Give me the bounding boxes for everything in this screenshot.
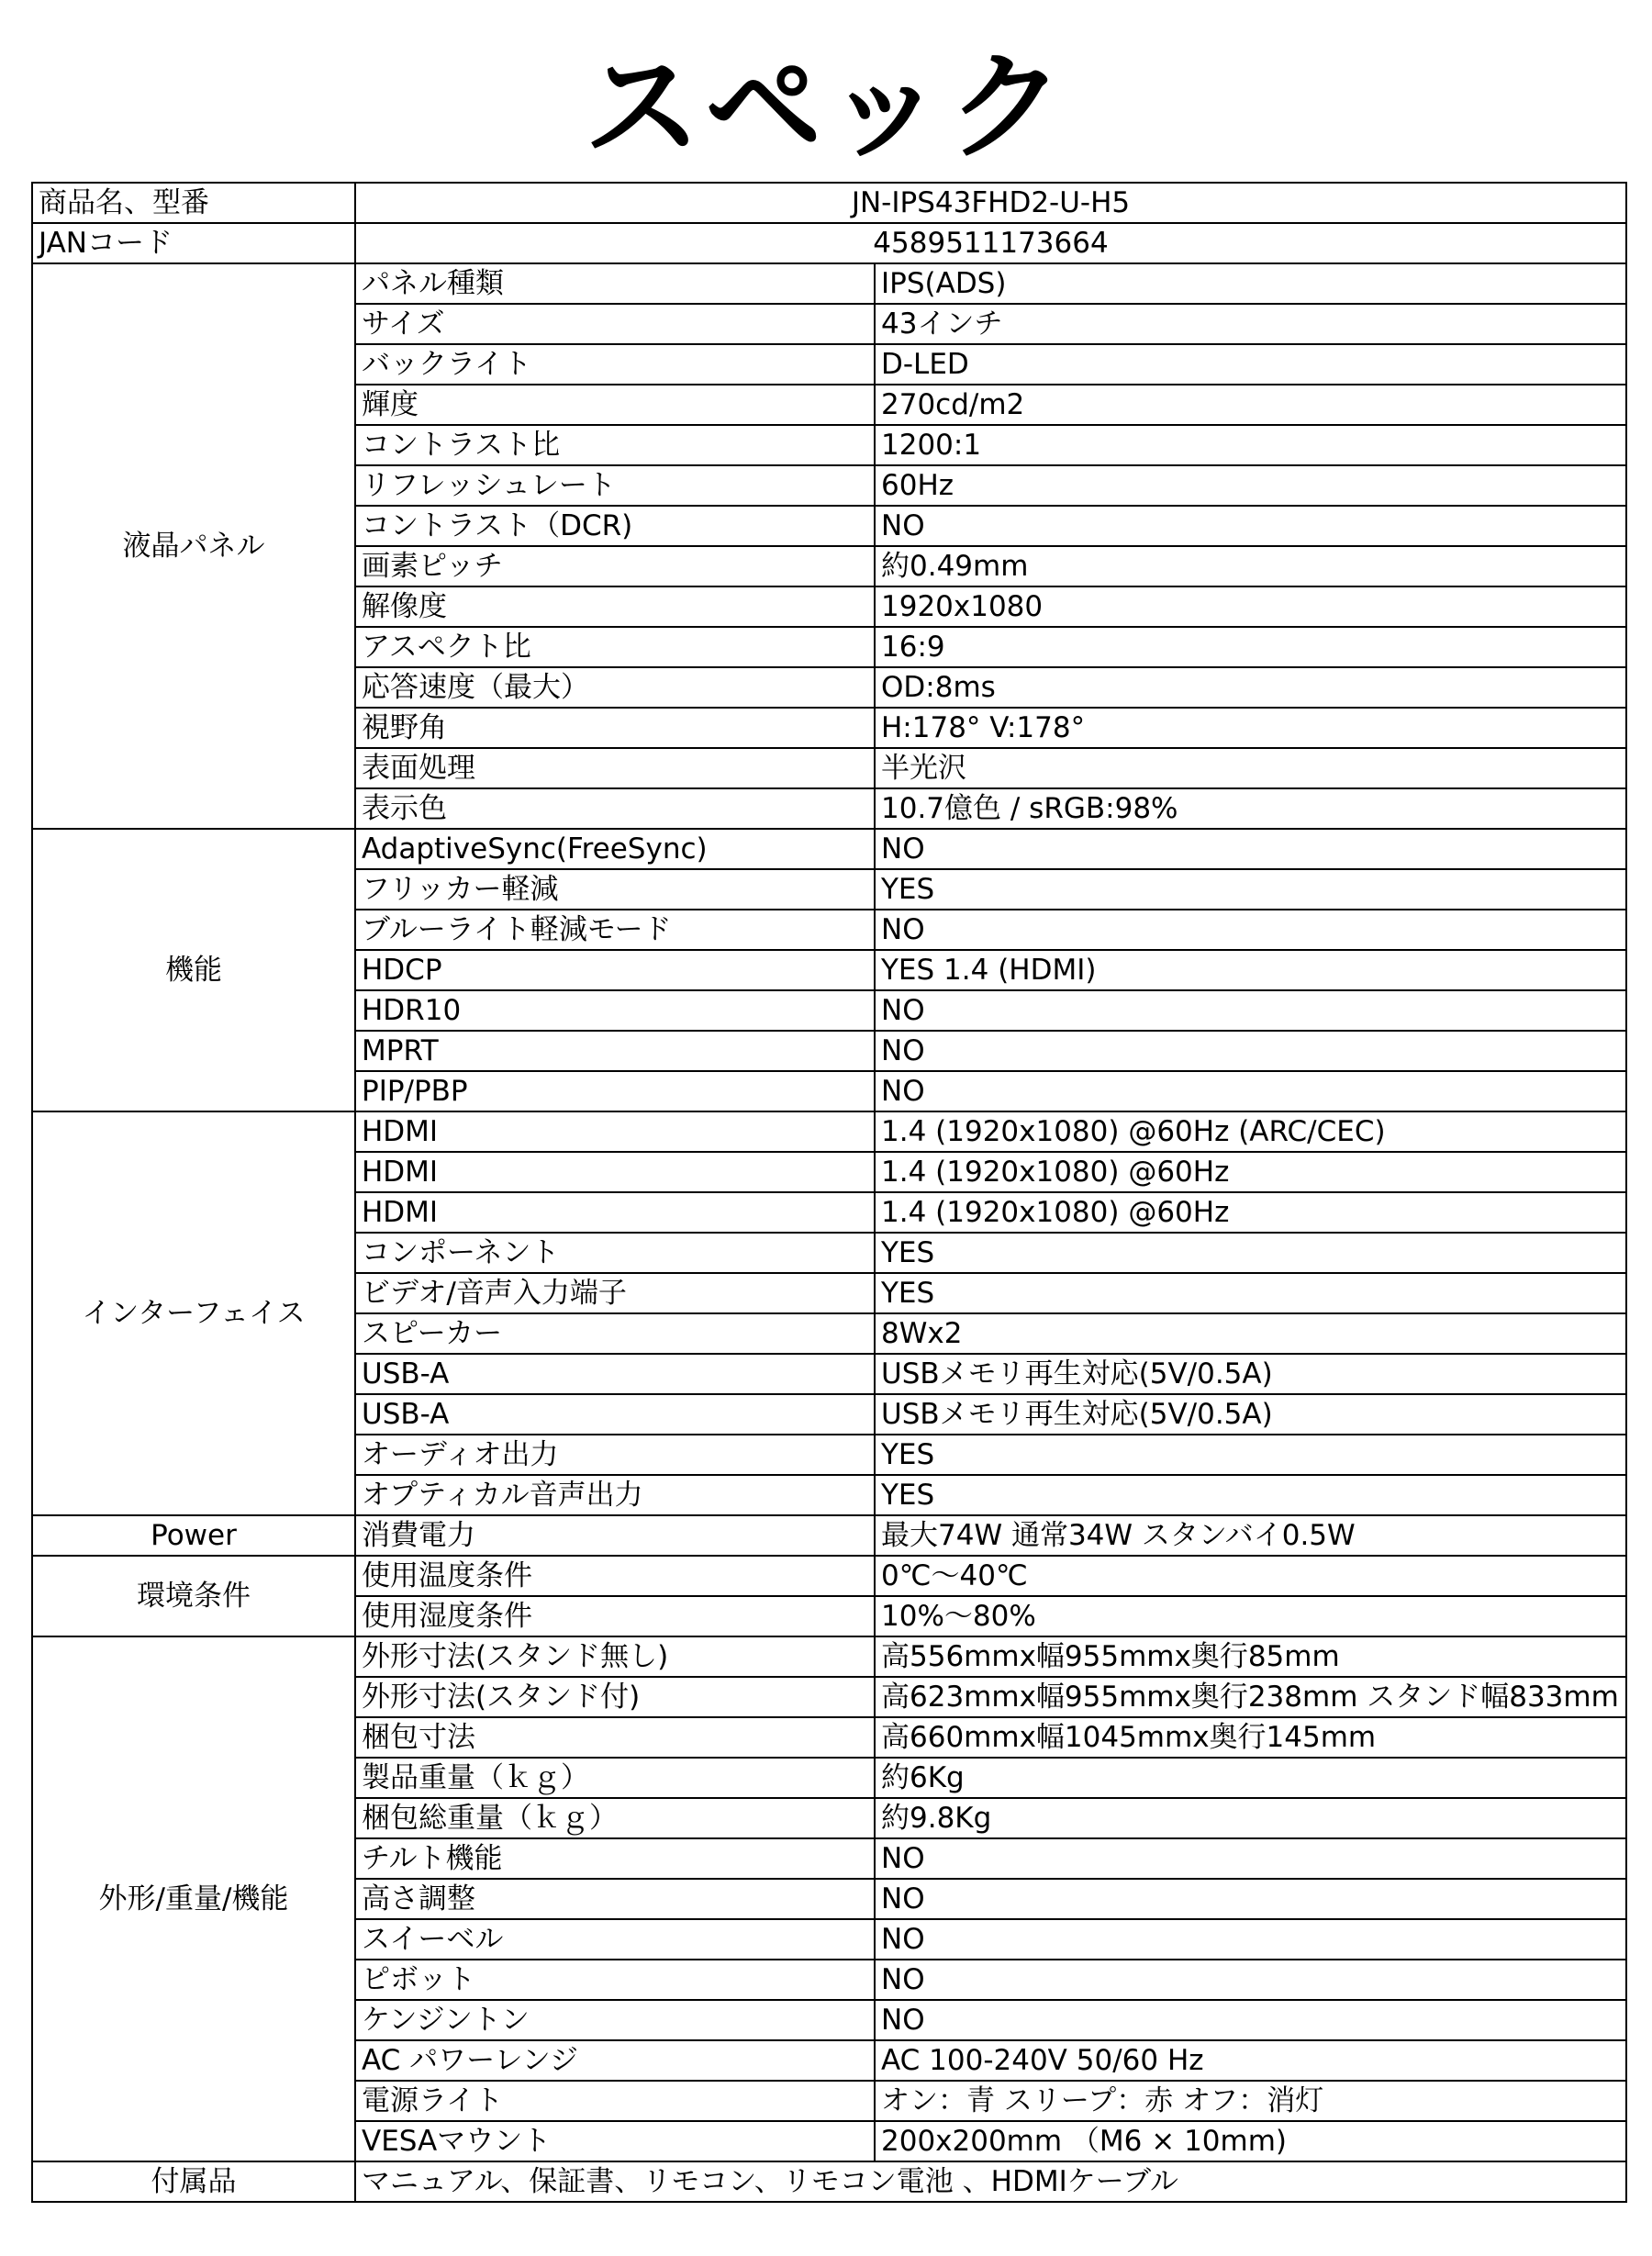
row-value: 16:9 (875, 627, 1626, 667)
row-label: 応答速度（最大） (355, 667, 875, 708)
row-value: 1920x1080 (875, 586, 1626, 627)
row-label: ピボット (355, 1960, 875, 2000)
row-label: 梱包総重量（ｋｇ） (355, 1798, 875, 1838)
row-value: 約9.8Kg (875, 1798, 1626, 1838)
row-label: HDMI (355, 1192, 875, 1233)
row-label: ケンジントン (355, 2000, 875, 2040)
row-label: 消費電力 (355, 1515, 875, 1556)
table-row (32, 1111, 1626, 1152)
row-value: NO (875, 1071, 1626, 1111)
row-value: NO (875, 2000, 1626, 2040)
row-value: YES 1.4 (HDMI) (875, 950, 1626, 990)
table-row (32, 1636, 1626, 1677)
row-value: 高660mmx幅1045mmx奥行145mm (875, 1717, 1626, 1758)
spec-table (31, 182, 1627, 2203)
row-value: H:178° V:178° (875, 708, 1626, 748)
table-row (32, 2161, 1626, 2202)
row-value: 最大74W 通常34W スタンバイ0.5W (875, 1515, 1626, 1556)
row-value: 60Hz (875, 465, 1626, 506)
row-label: コンポーネント (355, 1233, 875, 1273)
row-value: YES (875, 1475, 1626, 1515)
spec-table-body (32, 183, 1626, 2202)
row-value: 約0.49mm (875, 546, 1626, 586)
row-value: USBメモリ再生対応(5V/0.5A) (875, 1394, 1626, 1435)
row-label: AdaptiveSync(FreeSync) (355, 829, 875, 869)
row-label: 外形寸法(スタンド無し) (355, 1636, 875, 1677)
row-value: NO (875, 910, 1626, 950)
row-value: YES (875, 1435, 1626, 1475)
row-label: JANコード (32, 223, 355, 263)
row-label: HDMI (355, 1152, 875, 1192)
row-label: 使用湿度条件 (355, 1596, 875, 1636)
row-label: オプティカル音声出力 (355, 1475, 875, 1515)
row-label: USB-A (355, 1394, 875, 1435)
row-label: 表面処理 (355, 748, 875, 788)
table-row (32, 1556, 1626, 1596)
row-value: YES (875, 1233, 1626, 1273)
row-value: JN-IPS43FHD2-U-H5 (355, 183, 1626, 223)
row-label: 製品重量（ｋｇ） (355, 1758, 875, 1798)
row-value: NO (875, 1960, 1626, 2000)
row-value: NO (875, 1879, 1626, 1919)
table-row (32, 223, 1626, 263)
row-label: 視野角 (355, 708, 875, 748)
row-label: ブルーライト軽減モード (355, 910, 875, 950)
row-value: USBメモリ再生対応(5V/0.5A) (875, 1354, 1626, 1394)
row-label: PIP/PBP (355, 1071, 875, 1111)
row-value: 高556mmx幅955mmx奥行85mm (875, 1636, 1626, 1677)
row-value: OD:8ms (875, 667, 1626, 708)
row-label: コントラスト（DCR) (355, 506, 875, 546)
row-label: スピーカー (355, 1313, 875, 1354)
row-label: スイーベル (355, 1919, 875, 1960)
row-value: NO (875, 829, 1626, 869)
row-value: 200x200mm （M6 × 10mm) (875, 2121, 1626, 2161)
row-value: 10.7億色 / sRGB:98% (875, 788, 1626, 829)
section-category: 外形/重量/機能 (32, 1636, 355, 2161)
row-value: 高623mmx幅955mmx奥行238mm スタンド幅833mm (875, 1677, 1626, 1717)
row-value: 半光沢 (875, 748, 1626, 788)
table-row (32, 829, 1626, 869)
row-label: HDMI (355, 1111, 875, 1152)
row-label: チルト機能 (355, 1838, 875, 1879)
table-row (32, 1515, 1626, 1556)
row-label: パネル種類 (355, 263, 875, 304)
row-label: コントラスト比 (355, 425, 875, 465)
row-label: 電源ライト (355, 2081, 875, 2121)
row-label: 解像度 (355, 586, 875, 627)
row-value: NO (875, 506, 1626, 546)
row-label: 商品名、型番 (32, 183, 355, 223)
row-label: 画素ピッチ (355, 546, 875, 586)
row-label: フリッカー軽減 (355, 869, 875, 910)
row-label: MPRT (355, 1031, 875, 1071)
row-value: 約6Kg (875, 1758, 1626, 1798)
row-value: YES (875, 869, 1626, 910)
row-label: サイズ (355, 304, 875, 344)
row-value: YES (875, 1273, 1626, 1313)
row-label: 表示色 (355, 788, 875, 829)
row-label: リフレッシュレート (355, 465, 875, 506)
row-value: 1200:1 (875, 425, 1626, 465)
row-value: AC 100-240V 50/60 Hz (875, 2040, 1626, 2081)
section-category: Power (32, 1515, 355, 1556)
row-value: 1.4 (1920x1080) @60Hz (875, 1192, 1626, 1233)
row-label: アスペクト比 (355, 627, 875, 667)
row-value: 10%～80% (875, 1596, 1626, 1636)
row-value: 4589511173664 (355, 223, 1626, 263)
row-label: HDR10 (355, 990, 875, 1031)
row-value: D-LED (875, 344, 1626, 385)
row-value: 270cd/m2 (875, 385, 1626, 425)
row-label: 輝度 (355, 385, 875, 425)
row-label: AC パワーレンジ (355, 2040, 875, 2081)
row-value: 43インチ (875, 304, 1626, 344)
row-value: NO (875, 1919, 1626, 1960)
section-category: 機能 (32, 829, 355, 1111)
row-label: 高さ調整 (355, 1879, 875, 1919)
row-label: オーディオ出力 (355, 1435, 875, 1475)
accessories-value: マニュアル、保証書、リモコン、リモコン電池 、HDMIケーブル (355, 2161, 1626, 2202)
row-label: ビデオ/音声入力端子 (355, 1273, 875, 1313)
row-value: NO (875, 1838, 1626, 1879)
row-label: バックライト (355, 344, 875, 385)
row-value: 1.4 (1920x1080) @60Hz (ARC/CEC) (875, 1111, 1626, 1152)
row-label: 使用温度条件 (355, 1556, 875, 1596)
row-value: 1.4 (1920x1080) @60Hz (875, 1152, 1626, 1192)
page-title: スペック (583, 39, 1068, 176)
row-label: USB-A (355, 1354, 875, 1394)
row-value: NO (875, 1031, 1626, 1071)
section-category: インターフェイス (32, 1111, 355, 1515)
row-value: NO (875, 990, 1626, 1031)
row-label: 外形寸法(スタンド付) (355, 1677, 875, 1717)
row-value: IPS(ADS) (875, 263, 1626, 304)
table-row (32, 183, 1626, 223)
row-value: オン：青 スリープ：赤 オフ：消灯 (875, 2081, 1626, 2121)
section-category: 付属品 (32, 2161, 355, 2202)
row-label: VESAマウント (355, 2121, 875, 2161)
row-value: 8Wx2 (875, 1313, 1626, 1354)
table-row (32, 263, 1626, 304)
section-category: 環境条件 (32, 1556, 355, 1636)
section-category: 液晶パネル (32, 263, 355, 829)
row-value: 0℃～40℃ (875, 1556, 1626, 1596)
row-label: HDCP (355, 950, 875, 990)
row-label: 梱包寸法 (355, 1717, 875, 1758)
